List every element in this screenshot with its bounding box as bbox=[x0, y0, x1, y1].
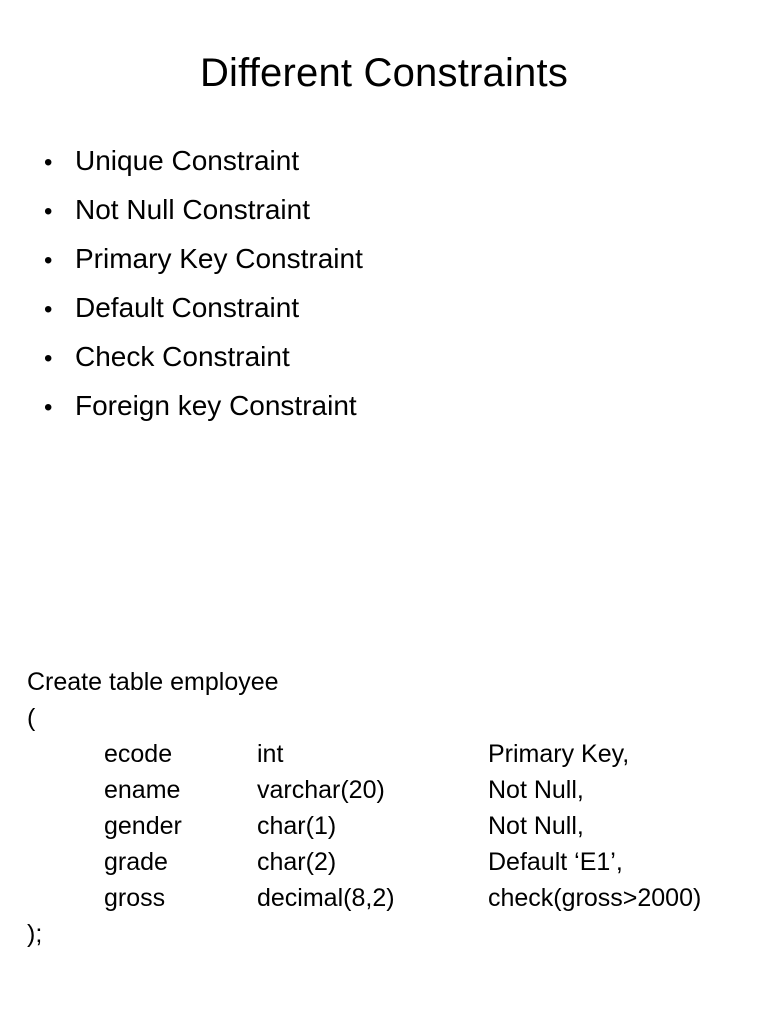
column-type: char(1) bbox=[257, 812, 337, 840]
column-name: ecode bbox=[104, 740, 173, 768]
list-item bbox=[44, 185, 363, 234]
bullet-icon: • bbox=[44, 296, 53, 323]
bullet-icon: • bbox=[44, 247, 53, 274]
list-item-label: Check Constraint bbox=[75, 341, 290, 372]
list-item bbox=[44, 136, 363, 185]
list-item bbox=[44, 332, 363, 381]
table-row bbox=[27, 808, 584, 844]
column-constraint: Not Null, bbox=[488, 812, 584, 840]
constraint-list bbox=[44, 136, 363, 430]
bullet-icon: • bbox=[44, 149, 53, 176]
sql-code-block bbox=[27, 664, 702, 952]
list-item-label: Not Null Constraint bbox=[75, 194, 310, 225]
list-item-label: Unique Constraint bbox=[75, 145, 300, 176]
column-type: varchar(20) bbox=[257, 776, 385, 804]
table-row bbox=[27, 736, 630, 772]
table-row bbox=[27, 772, 584, 808]
sql-header: Create table employee bbox=[27, 668, 279, 696]
column-constraint: Not Null, bbox=[488, 776, 584, 804]
column-name: ename bbox=[104, 776, 181, 804]
list-item-label: Primary Key Constraint bbox=[75, 243, 363, 274]
list-item bbox=[44, 234, 363, 283]
column-name: gender bbox=[104, 812, 182, 840]
list-item-label: Default Constraint bbox=[75, 292, 300, 323]
column-type: int bbox=[257, 740, 284, 768]
sql-open-paren: ( bbox=[27, 704, 36, 732]
sql-close: ); bbox=[27, 920, 43, 948]
column-constraint: Default ‘E1’, bbox=[488, 848, 623, 876]
page-title: Different Constraints bbox=[199, 51, 569, 95]
list-item bbox=[44, 381, 363, 430]
column-type: char(2) bbox=[257, 848, 337, 876]
column-constraint: check(gross>2000) bbox=[488, 884, 702, 912]
bullet-icon: • bbox=[44, 345, 53, 372]
bullet-icon: • bbox=[44, 394, 53, 421]
list-item bbox=[44, 283, 363, 332]
column-name: grade bbox=[104, 848, 168, 876]
column-name: gross bbox=[104, 884, 166, 912]
table-row bbox=[27, 844, 623, 880]
column-constraint: Primary Key, bbox=[488, 740, 630, 768]
bullet-icon: • bbox=[44, 198, 53, 225]
list-item-label: Foreign key Constraint bbox=[75, 390, 357, 421]
table-row bbox=[27, 880, 702, 916]
column-type: decimal(8,2) bbox=[257, 884, 395, 912]
